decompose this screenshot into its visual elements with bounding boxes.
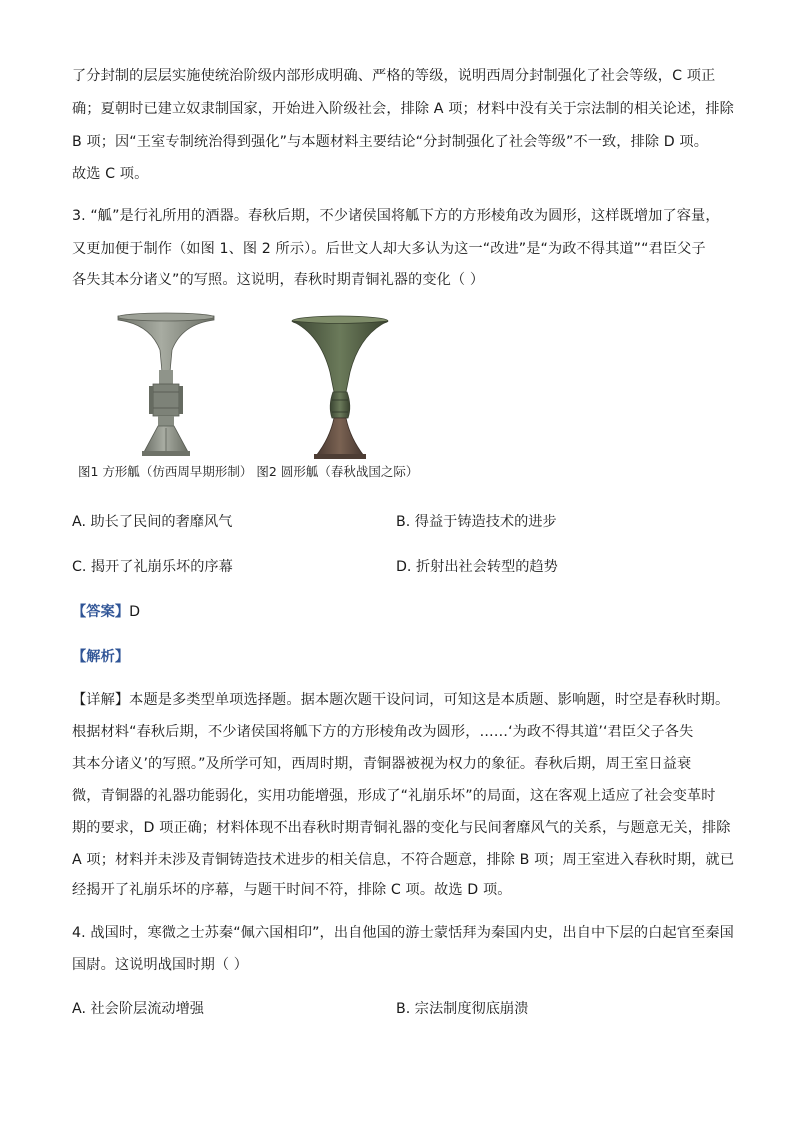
q4-option-b: B. 宗法制度彻底崩溃 (396, 1001, 529, 1017)
prev-explanation-line: 确；夏朝时已建立奴隶制国家，开始进入阶级社会，排除 A 项；材料中没有关于宗法制的相关论述，排除 (72, 101, 734, 117)
q4-stem-line: 4. 战国时，寒微之士苏秦“佩六国相印”，出自他国的游士蒙恬拜为秦国内史，出自中下层的白起官至秦国 (72, 925, 734, 941)
q3-option-a: A. 助长了民间的奢靡风气 (72, 514, 233, 530)
q3-option-d: D. 折射出社会转型的趋势 (396, 559, 558, 575)
figure-caption: 图1 方形觚（仿西周早期形制） 图2 圆形觚（春秋战国之际） (78, 464, 419, 479)
answer-tag: 【答案】 (72, 604, 130, 620)
q4-option-a: A. 社会阶层流动增强 (72, 1001, 204, 1017)
q3-stem-line: 又更加便于制作（如图 1、图 2 所示）。后世文人却大多认为这一“改进”是“为政不得其道”“君臣父子 (72, 241, 706, 257)
q3-detail-line: 经揭开了礼崩乐坏的序幕，与题干时间不符，排除 C 项。故选 D 项。 (72, 882, 512, 898)
q4-stem-line: 国尉。这说明战国时期（ ） (72, 957, 249, 973)
q3-option-c: C. 揭开了礼崩乐坏的序幕 (72, 559, 233, 575)
q3-detail-line: A 项；材料并未涉及青铜铸造技术进步的相关信息，不符合题意，排除 B 项；周王室进入春秋时期，就已 (72, 852, 735, 868)
q3-detail-line: 期的要求，D 项正确；材料体现不出春秋时期青铜礼器的变化与民间奢靡风气的关系，与题意无关，排除 (72, 820, 731, 836)
detail-tag: 【详解】 (72, 692, 130, 708)
detail-first-text: 本题是多类型单项选择题。据本题次题干设问词，可知这是本质题、影响题，时空是春秋时期。 (129, 692, 730, 708)
q3-detail-line: 根据材料“春秋后期，不少诸侯国将觚下方的方形棱角改为圆形，……‘为政不得其道’‘君臣父子各失 (72, 724, 694, 740)
prev-explanation-line: B 项；因“王室专制统治得到强化”与本题材料主要结论“分封制强化了社会等级”不一致，排除 D 项。 (72, 134, 708, 150)
answer-value: D (129, 604, 141, 620)
analysis-tag: 【解析】 (72, 649, 130, 665)
prev-explanation-line: 了分封制的层层实施使统治阶级内部形成明确、严格的等级，说明西周分封制强化了社会等级，C 项正 (72, 68, 716, 84)
q3-detail-line (72, 690, 729, 710)
prev-explanation-line: 故选 C 项。 (72, 166, 149, 182)
figure-round-gu-image (288, 314, 392, 462)
q3-detail-line: 微，青铜器的礼器功能弱化，实用功能增强，形成了“礼崩乐坏”的局面，这在客观上适应了社会变革时 (72, 788, 716, 804)
q3-stem-line: 3. “觚”是行礼所用的酒器。春秋后期，不少诸侯国将觚下方的方形棱角改为圆形，这样既增加了容量， (72, 208, 720, 224)
q3-option-b: B. 得益于铸造技术的进步 (396, 514, 557, 530)
q3-answer (72, 602, 140, 622)
q3-stem-line: 各失其本分诸义”的写照。这说明，春秋时期青铜礼器的变化（ ） (72, 272, 485, 288)
figure-square-gu-image (112, 310, 220, 460)
q3-detail-line: 其本分诸义’的写照。”及所学可知，西周时期，青铜器被视为权力的象征。春秋后期，周王室日益衰 (72, 756, 692, 772)
q3-analysis-heading (72, 647, 129, 667)
